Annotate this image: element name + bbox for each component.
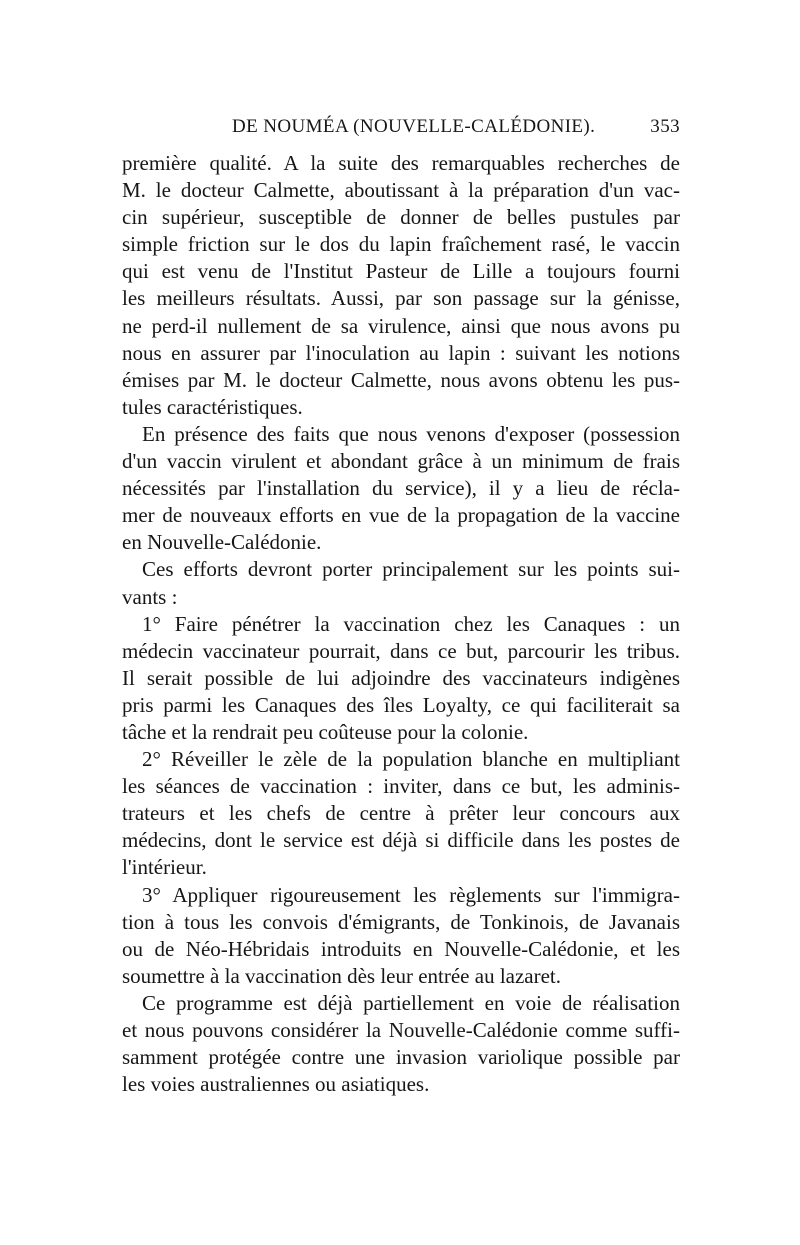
text-line: trateurs et les chefs de centre à prêter leur concours aux [122,801,680,826]
text-line: Il serait possible de lui adjoindre des vaccinateurs indigènes [122,665,680,690]
text-line: M. le docteur Calmette, aboutissant à la préparation d'un vac- [122,178,680,203]
text-line: 3° Appliquer rigoureusement les règlements sur l'immigra- [142,882,680,907]
text-line: cin supérieur, susceptible de donner de belles pustules par [122,205,680,230]
text-line: tion à tous les convois d'émigrants, de Tonkinois, de Javanais [122,909,680,934]
text-line: pris parmi les Canaques des îles Loyalty, ce qui faciliterait sa [122,692,680,717]
text-line: et nous pouvons considérer la Nouvelle-Calédonie comme suffi- [122,1018,680,1042]
text-line: médecin vaccinateur pourrait, dans ce but, parcourir les tribus. [122,638,680,663]
text-line: en Nouvelle-Calédonie. [122,530,322,555]
text-line: l'intérieur. [122,855,207,880]
running-head [122,116,680,142]
text-line: Ce programme est déjà partiellement en voie de réalisation [142,990,680,1015]
text-line: 1° Faire pénétrer la vaccination chez les Canaques : un [142,611,680,636]
text-line: les voies australiennes ou asiatiques. [122,1072,430,1097]
running-title: DE NOUMÉA (NOUVELLE-CALÉDONIE). [232,116,596,137]
text-line: soumettre à la vaccination dès leur entrée au lazaret. [122,963,562,988]
text-line: Ces efforts devront porter principalement sur les points sui- [142,557,680,582]
text-line: nous en assurer par l'inoculation au lapin : suivant les notions [122,340,680,365]
text-line: tules caractéristiques. [122,394,303,419]
text-line: d'un vaccin virulent et abondant grâce à un minimum de frais [122,449,680,474]
page-number: 353 [650,116,680,137]
text-line: médecins, dont le service est déjà si difficile dans les postes de [122,828,680,853]
text-line: mer de nouveaux efforts en vue de la propagation de la vaccine [122,503,680,528]
text-line: ou de Néo-Hébridais introduits en Nouvelle-Calédonie, et les [122,936,680,961]
text-line: simple friction sur le dos du lapin fraîchement rasé, le vaccin [122,232,680,257]
body-text [122,150,680,1098]
text-line: 2° Réveiller le zèle de la population blanche en multipliant [142,747,680,772]
text-line: vants : [122,584,178,609]
text-line: les meilleurs résultats. Aussi, par son passage sur la génisse, [122,286,680,311]
text-line: tâche et la rendrait peu coûteuse pour la colonie. [122,719,529,744]
text-line: première qualité. A la suite des remarquables recherches de [122,151,680,175]
text-line: nécessités par l'installation du service), il y a lieu de récla- [122,476,680,501]
text-line: les séances de vaccination : inviter, dans ce but, les adminis- [122,774,680,799]
text-line: En présence des faits que nous venons d'exposer (possession [142,421,680,446]
text-line: émises par M. le docteur Calmette, nous avons obtenu les pus- [122,367,680,392]
text-line: samment protégée contre une invasion variolique possible par [122,1045,680,1070]
text-line: ne perd-il nullement de sa virulence, ainsi que nous avons pu [122,313,680,338]
text-line: qui est venu de l'Institut Pasteur de Lille a toujours fourni [122,259,680,284]
